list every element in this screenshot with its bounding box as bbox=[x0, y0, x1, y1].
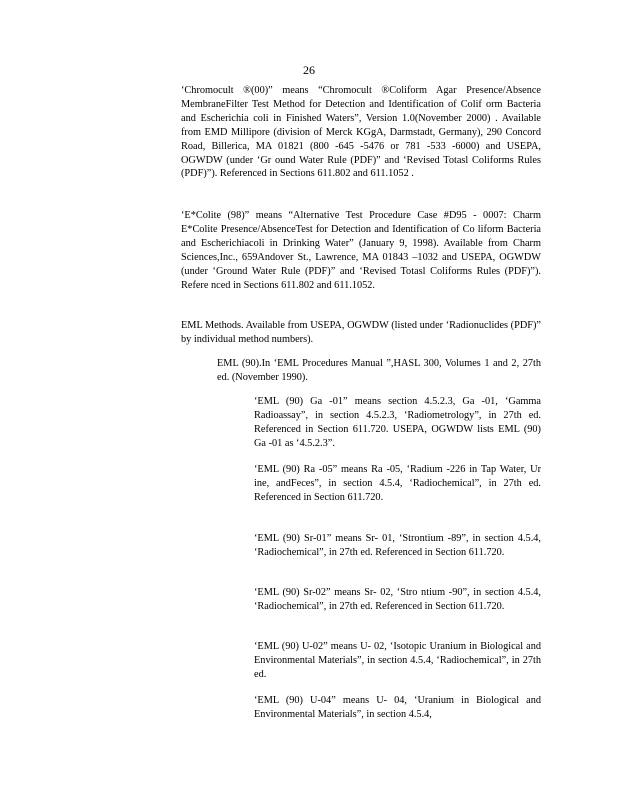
page-number: 26 bbox=[303, 63, 315, 77]
paragraph-eml-90: EML (90).In ‘EML Procedures Manual ”,HASL 300, Volumes 1 and 2, 27th ed. (November 1990). bbox=[217, 358, 541, 383]
paragraph-eml-ga01: ‘EML (90) Ga -01” means section 4.5.2.3, Ga -01, ‘Gamma Radioassay”, in section 4.5.2.3, ‘Radiometrology”, in 27th ed. Referenced in Section 611.720. USEPA, OGWDW lists EML (90) Ga -01 as ‘4.5.2.3”. bbox=[254, 396, 541, 449]
paragraph-eml-methods: EML Methods. Available from USEPA, OGWDW (listed under ‘Radionuclides (PDF)” by individual method numbers). bbox=[181, 320, 541, 345]
paragraph-chromocult: ‘Chromocult ®(00)” means “Chromocult ®Coliform Agar Presence/Absence MembraneFilter Test Method for Detection and Identification of Colif orm Bacteria and Escherichia coli in Finished Waters”, Version 1.0(November 2000) . Available from EMD Millipore (division of Merck KGgA, Darmstadt, Germany), 290 Concord Road, Billerica, MA 01821 (800 -645 -5476 or 781 -533 -6000) and USEPA, OGWDW (under ‘Gr ound Water Rule (PDF)” and ‘Revised Totasl Coliforms Rules (PDF)”). Referenced in Sections 611.802 and 611.1052 . bbox=[181, 85, 541, 180]
paragraph-eml-u04: ‘EML (90) U-04” means U- 04, ‘Uranium in Biological and Environmental Materials”, in section 4.5.4, bbox=[254, 695, 541, 720]
paragraph-eml-ra05: ‘EML (90) Ra -05” means Ra -05, ‘Radium -226 in Tap Water, Ur ine, andFeces”, in section 4.5.4, ‘Radiochemical”, in 27th ed. Referenced in Section 611.720. bbox=[254, 464, 541, 503]
paragraph-eml-sr02: ‘EML (90) Sr-02” means Sr- 02, ‘Stro ntium -90”, in section 4.5.4, ‘Radiochemical”, in 27th ed. Referenced in Section 611.720. bbox=[254, 587, 541, 612]
paragraph-ecolite: ‘E*Colite (98)” means “Alternative Test Procedure Case #D95 - 0007: Charm E*Colite Presence/AbsenceTest for Detection and Identification of Co liform Bacteria and Escherichiacoli in Drinking Water” (January 9, 1998). Available from Charm Sciences,Inc., 659Andover St., Lawrence, MA 01843 –1032 and USEPA, OGWDW (under ‘Ground Water Rule (PDF)” and ‘Revised Totasl Coliforms Rules (PDF)”). Refere nced in Sections 611.802 and 611.1052. bbox=[181, 210, 541, 291]
paragraph-eml-sr01: ‘EML (90) Sr-01” means Sr- 01, ‘Strontium -89”, in section 4.5.4, ‘Radiochemical”, in 27th ed. Referenced in Section 611.720. bbox=[254, 533, 541, 558]
paragraph-eml-u02: ‘EML (90) U-02” means U- 02, ‘Isotopic Uranium in Biological and Environmental Materials”, in section 4.5.4, ‘Radiochemical”, in 27th ed. bbox=[254, 641, 541, 680]
